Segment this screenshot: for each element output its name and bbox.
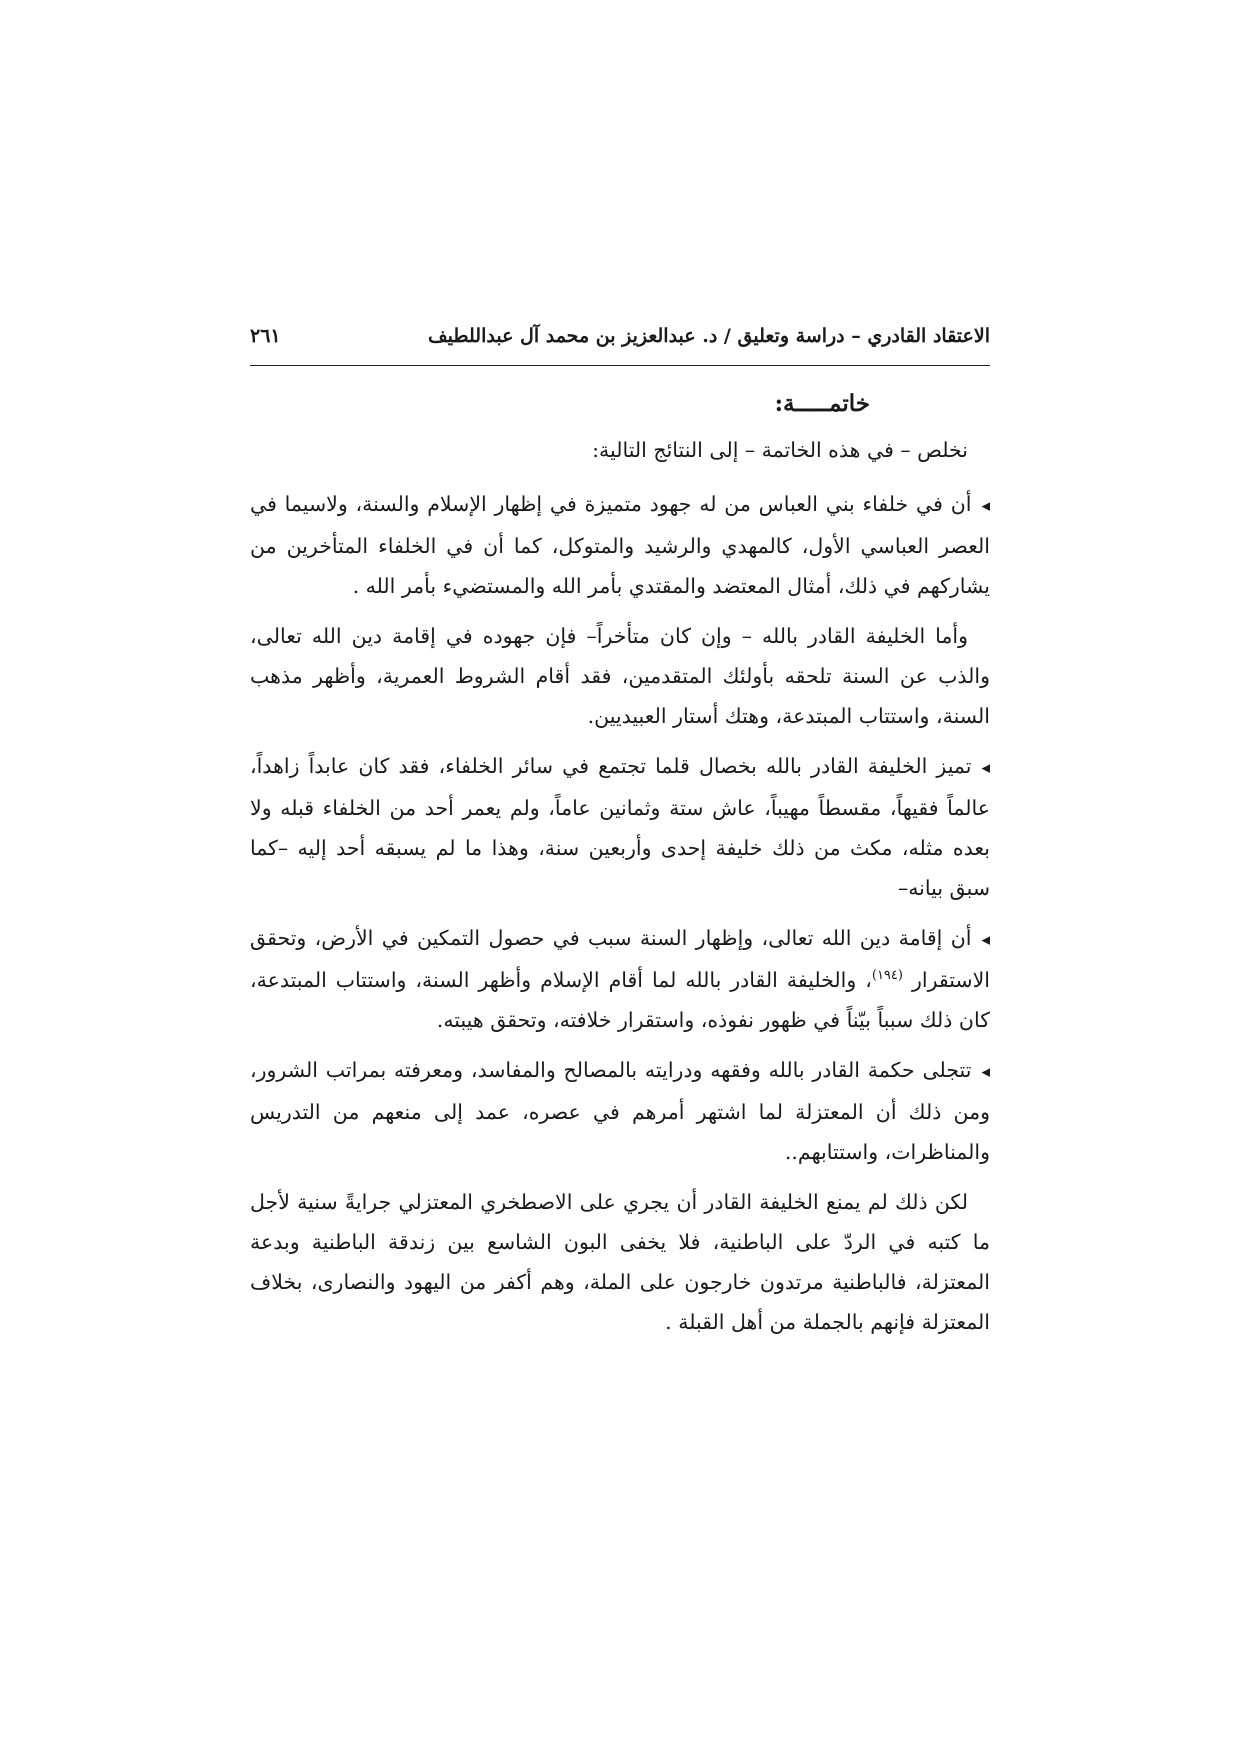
- result-text-4a: أن إقامة دين الله تعالى، وإظهار السنة سبب في حصول التمكين في الأرض، وتحقق الاستقرار: [250, 926, 990, 992]
- result-text-3: تميز الخليفة القادر بالله بخصال قلما تجتمع في سائر الخلفاء، فقد كان عابداً زاهداً، عالماً فقيهاً، مقسطاً مهيباً، عاش ستة وثمانين عاماً، ولم يعمر أحد من الخلفاء قبله ولا بعده مثله، مكث من ذلك خليفة إحدى وأربعين سنة، وهذا ما لم يسبقه أحد إليه –كما سبق بيانه–: [250, 754, 990, 900]
- section-title: خاتمـــــة:: [774, 390, 870, 417]
- running-title: الاعتقاد القادري – دراسة وتعليق / د. عبدالعزيز بن محمد آل عبداللطيف: [428, 325, 990, 347]
- result-paragraph-1: [250, 484, 990, 606]
- result-paragraph-6: لكن ذلك لم يمنع الخليفة القادر أن يجري على الاصطخري المعتزلي جرايةً سنية لأجل ما كتبه في الردّ على الباطنية، فلا يخفى البون الشاسع بين زندقة الباطنية وبدعة المعتزلة، فالباطنية مرتدون خارجون على الملة، وهم أكفر من اليهود والنصارى، بخلاف المعتزلة فإنهم بالجملة من أهل القبلة .: [250, 1190, 990, 1334]
- intro-paragraph: نخلص – في هذه الخاتمة – إلى النتائج التالية:: [592, 438, 968, 462]
- result-text-1: أن في خلفاء بني العباس من له جهود متميزة في إظهار الإسلام والسنة، ولاسيما في العصر العباسي الأول، كالمهدي والرشيد والمتوكل، كما أن في الخلفاء المتأخرين من يشاركهم في ذلك، أمثال المعتضد والمقتدي بأمر الله والمستضيء بأمر الله .: [250, 492, 990, 598]
- result-paragraph-2: وأما الخليفة القادر بالله – وإن كان متأخراً– فإن جهوده في إقامة دين الله تعالى، والذب عن السنة تلحقه بأولئك المتقدمين، فقد أقام الشروط العمرية، وأظهر مذهب السنة، واستتاب المبتدعة، وهتك أستار العبيديين.: [250, 624, 990, 728]
- bullet-icon: ◂: [981, 930, 990, 950]
- bullet-icon: ◂: [981, 758, 990, 778]
- bullet-icon: ◂: [981, 1062, 990, 1082]
- main-text: [250, 384, 990, 1352]
- result-text-5: تتجلى حكمة القادر بالله وفقهه ودرايته بالمصالح والمفاسد، ومعرفته بمراتب الشرور، ومن ذلك أن المعتزلة لما اشتهر أمرهم في عصره، عمد إلى منعهم من التدريس والمناظرات، واستتابهم..: [250, 1058, 990, 1164]
- header-divider: [250, 365, 990, 366]
- result-text-4b: ، والخليفة القادر بالله لما أقام الإسلام وأظهر السنة، واستتاب المبتدعة، كان ذلك سبباً بيّناً في ظهور نفوذه، واستقرار خلافته، وتحقق هيبته.: [250, 968, 990, 1032]
- result-paragraph-4: [250, 918, 990, 1040]
- running-header: [250, 318, 990, 354]
- page-number: ٢٦١: [250, 325, 281, 347]
- result-paragraph-5: [250, 1050, 990, 1172]
- result-paragraph-3: [250, 746, 990, 908]
- bullet-icon: ◂: [981, 496, 990, 516]
- footnote-reference[interactable]: (١٩٤): [871, 968, 903, 984]
